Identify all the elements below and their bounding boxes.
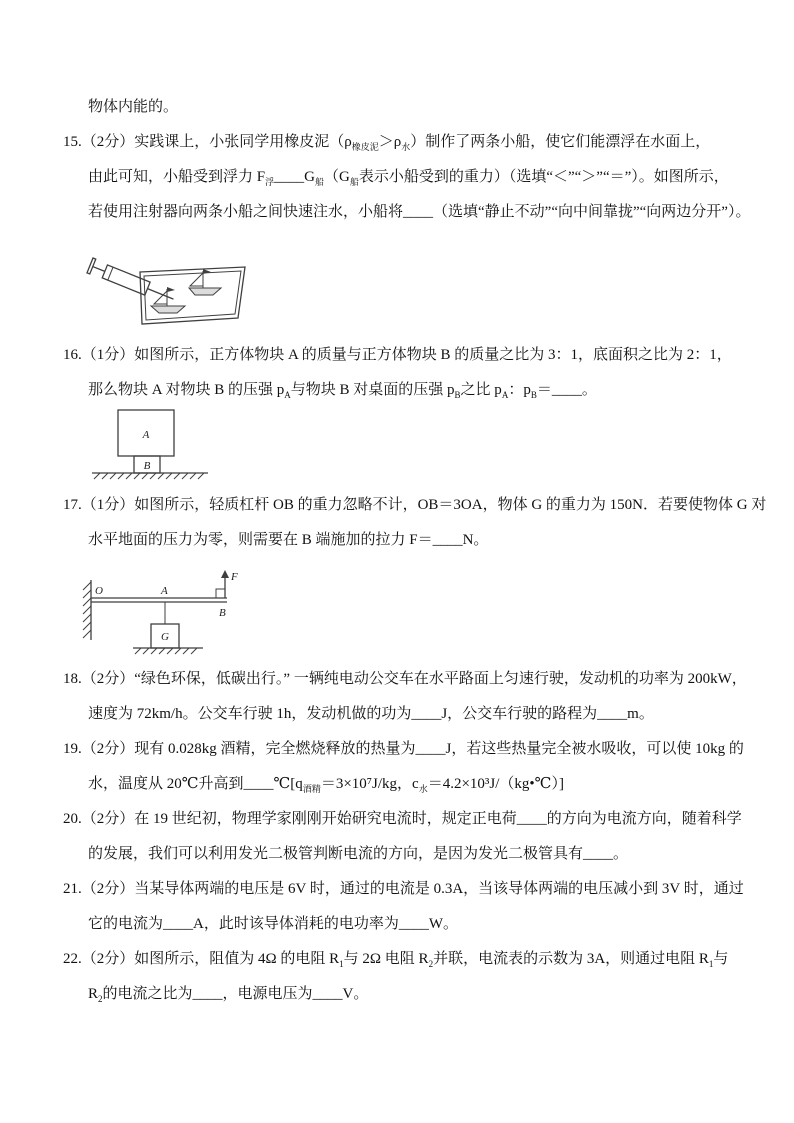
question-17-line-1 (63, 488, 767, 523)
block-a-label: A (142, 429, 150, 441)
question-15-line-1 (63, 125, 736, 160)
text-run: 水，温度从 20℃升高到____℃[q (88, 776, 303, 792)
text-run: 物体内能的。 (88, 99, 179, 115)
figure-q17-lever (75, 568, 245, 660)
text-run: ＞ρ (378, 134, 402, 150)
text-run: 15.（2分）实践课上，小张同学用橡皮泥（ρ (63, 134, 352, 150)
question-17-line-2 (63, 523, 736, 558)
question-18-line-1 (63, 662, 747, 697)
point-a-label: A (161, 585, 168, 597)
subscript-text: 水 (401, 142, 411, 152)
subscript-text: 船 (314, 177, 324, 187)
force-arrow (221, 570, 229, 598)
question-16-line-1 (63, 338, 736, 373)
text-run: ＝____。 (536, 382, 597, 398)
subscript-text: 2 (428, 959, 434, 969)
text-run: 速度为 72km/h。公交车行驶 1h，发动机做的功为____J，公交车行驶的路程为____m。 (88, 706, 654, 722)
text-run: ＝4.2×10³J/（kg•℃）] (427, 776, 564, 792)
point-b-label: B (219, 607, 226, 619)
subscript-text: A (501, 390, 509, 400)
text-run: （G (323, 169, 350, 185)
question-21-line-1 (63, 872, 744, 907)
question-15-line-3 (63, 195, 751, 230)
blocks-diagram (90, 408, 210, 480)
text-run: ＝3×10⁷J/kg，c (320, 776, 419, 792)
boat-left (151, 287, 185, 313)
boat-right (189, 269, 221, 295)
text-run: 若使用注射器向两条小船之间快速注水，小船将____（选填“静止不动”“向中间靠拢”“向两边分开”）。 (88, 204, 751, 220)
block-b-label: B (143, 460, 151, 472)
text-run: 22.（2分）如图所示，阻值为 4Ω 的电阻 R (63, 951, 340, 967)
text-run: 16.（1分）如图所示，正方体物块 A 的质量与正方体物块 B 的质量之比为 3：1，底面积之比为 2：1， (63, 347, 732, 363)
text-run: 与 2Ω 电阻 R (343, 951, 429, 967)
text-run: 之比 p (460, 382, 502, 398)
text-run: 那么物块 A 对物块 B 的压强 p (88, 382, 285, 398)
subscript-text: A (284, 390, 291, 400)
question-22-line-2 (63, 977, 736, 1012)
text-run: R (88, 986, 99, 1002)
pivot-o-label: O (95, 585, 103, 597)
subscript-text: B (530, 390, 537, 400)
syringe-boats-diagram (85, 248, 270, 338)
question-20-line-1 (63, 802, 742, 837)
question-21-line-2 (63, 907, 736, 942)
text-run: 表示小船受到的重力）（选填“＜”“＞”“＝”）。如图所示， (358, 169, 729, 185)
ground-hatching (135, 648, 197, 654)
question-18-line-2 (63, 697, 736, 732)
text-run: 水平地面的压力为零，则需要在 B 端施加的拉力 F＝____N。 (88, 532, 489, 548)
subscript-text: 2 (98, 994, 103, 1004)
text-run: 17.（1分）如图所示，轻质杠杆 OB 的重力忽略不计，OB＝3OA，物体 G 的重力为 150N．若要使物体 G 对 (63, 497, 767, 513)
subscript-text: B (454, 390, 461, 400)
question-19-line-2 (63, 767, 736, 802)
question-20-line-2 (63, 837, 736, 872)
text-run: 并联，电流表的示数为 3A，则通过电阻 R (433, 951, 709, 967)
text-run: 的发展，我们可以利用发光二极管判断电流的方向，是因为发光二极管具有____。 (88, 846, 629, 862)
question-15-line-2 (63, 160, 736, 195)
figure-q15-syringe-and-boats (85, 248, 270, 338)
text-run: 它的电流为____A，此时该导体消耗的电功率为____W。 (88, 916, 458, 932)
figure-q16-stacked-blocks (90, 408, 210, 480)
text-run: ：p (508, 382, 531, 398)
subscript-text: 酒精 (302, 784, 321, 794)
text-run: 的电流之比为____，电源电压为____V。 (102, 986, 369, 1002)
text-run: 与 (713, 951, 729, 967)
text-run: 21.（2分）当某导体两端的电压是 6V 时，通过的电流是 0.3A，当该导体两端的电压减小到 3V 时，通过 (63, 881, 744, 897)
text-run: ____G (274, 169, 315, 185)
question-16-line-2 (63, 373, 736, 408)
text-run: ）制作了两条小船，使它们能漂浮在水面上， (410, 134, 711, 150)
text-run: 与物块 B 对桌面的压强 p (290, 382, 455, 398)
text-run: 18.（2分）“绿色环保，低碳出行。” 一辆纯电动公交车在水平路面上匀速行驶，发动机的功率为 200kW， (63, 671, 747, 687)
right-angle-mark (216, 589, 225, 598)
lever-diagram (75, 568, 245, 660)
text-run: 19.（2分）现有 0.028kg 酒精，完全燃烧释放的热量为____J，若这些热量完全被水吸收，可以使 10kg 的 (63, 741, 744, 757)
intro-line (63, 90, 736, 125)
force-f-label: F (231, 571, 238, 583)
wall-hatching (83, 582, 91, 638)
text-run: 20.（2分）在 19 世纪初，物理学家刚刚开始研究电流时，规定正电荷____的方向为电流方向，随着科学 (63, 811, 742, 827)
subscript-text: 船 (349, 177, 359, 187)
subscript-text: 1 (708, 959, 714, 969)
ground-hatching (94, 473, 204, 479)
question-19-line-1 (63, 732, 744, 767)
subscript-text: 1 (339, 959, 344, 969)
water-tray (140, 267, 245, 324)
subscript-text: 浮 (265, 177, 275, 187)
lever-beam (91, 598, 227, 602)
question-22-line-1 (63, 942, 736, 977)
text-run: 由此可知，小船受到浮力 F (88, 169, 266, 185)
subscript-text: 水 (418, 784, 428, 794)
weight-g-label: G (161, 631, 169, 643)
subscript-text: 橡皮泥 (351, 142, 379, 152)
